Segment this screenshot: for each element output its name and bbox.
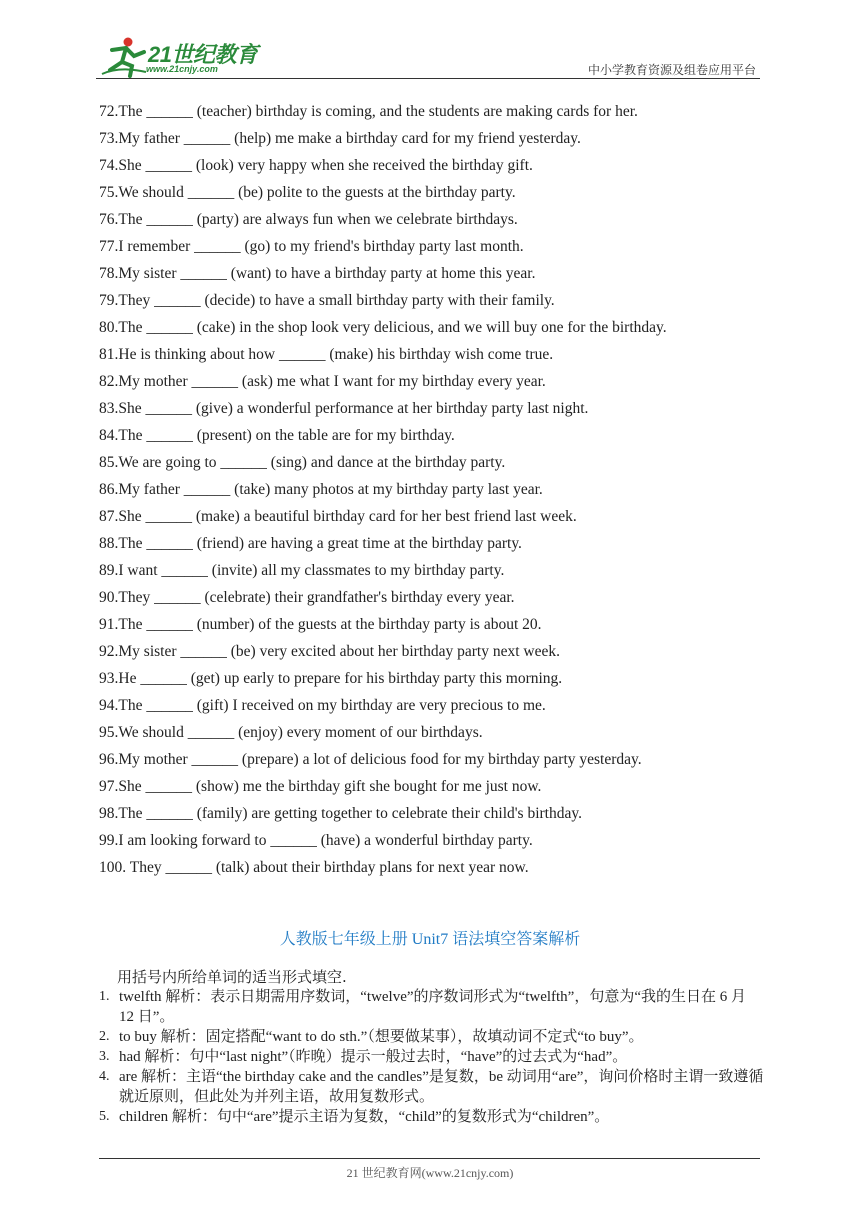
question-item: 79.They ______ (decide) to have a small birthday party with their family. bbox=[99, 292, 555, 309]
question-item: 97.She ______ (show) me the birthday gift she bought for me just now. bbox=[99, 778, 542, 795]
question-list bbox=[99, 101, 779, 884]
question-item: 81.He is thinking about how ______ (make) his birthday wish come true. bbox=[99, 346, 554, 363]
question-item: 84.The ______ (present) on the table are for my birthday. bbox=[99, 427, 455, 444]
question-item: 78.My sister ______ (want) to have a birthday party at home this year. bbox=[99, 265, 536, 282]
question-item: 90.They ______ (celebrate) their grandfather's birthday every year. bbox=[99, 589, 515, 606]
question-item: 91.The ______ (number) of the guests at the birthday party is about 20. bbox=[99, 616, 542, 633]
question-item: 94.The ______ (gift) I received on my birthday are very precious to me. bbox=[99, 697, 546, 714]
question-item: 88.The ______ (friend) are having a great time at the birthday party. bbox=[99, 535, 522, 552]
question-item: 85.We are going to ______ (sing) and dance at the birthday party. bbox=[99, 454, 506, 471]
answer-number: 2. bbox=[99, 1029, 110, 1044]
question-item: 100. They ______ (talk) about their birthday plans for next year now. bbox=[99, 859, 529, 876]
answer-item bbox=[99, 1067, 764, 1107]
question-item: 72.The ______ (teacher) birthday is coming, and the students are making cards for her. bbox=[99, 103, 638, 120]
question-item: 82.My mother ______ (ask) me what I want for my birthday every year. bbox=[99, 373, 546, 390]
question-item: 77.I remember ______ (go) to my friend's birthday party last month. bbox=[99, 238, 524, 255]
answer-text: had 解析：句中“last night”（昨晚）提示一般过去时，“have”的过去式为“had”。 bbox=[119, 1049, 628, 1065]
question-item: 80.The ______ (cake) in the shop look very delicious, and we will buy one for the birthday. bbox=[99, 319, 667, 336]
question-item: 87.She ______ (make) a beautiful birthday card for her best friend last week. bbox=[99, 508, 577, 525]
answer-item bbox=[99, 987, 764, 1027]
answer-text: are 解析：主语“the birthday cake and the candles”是复数，be 动词用“are”，询问价格时主谓一致遵循就近原则，但此处为并列主语，故用复数形式。 bbox=[119, 1069, 764, 1105]
logo-url: www.21cnjy.com bbox=[146, 64, 218, 74]
question-item: 74.She ______ (look) very happy when she received the birthday gift. bbox=[99, 157, 533, 174]
question-item: 73.My father ______ (help) me make a birthday card for my friend yesterday. bbox=[99, 130, 581, 147]
answer-text: twelfth 解析：表示日期需用序数词，“twelve”的序数词形式为“twelfth”，句意为“我的生日在 6 月 12 日”。 bbox=[119, 989, 747, 1025]
question-item: 92.My sister ______ (be) very excited about her birthday party next week. bbox=[99, 643, 560, 660]
question-item: 89.I want ______ (invite) all my classmates to my birthday party. bbox=[99, 562, 505, 579]
answer-text: children 解析：句中“are”提示主语为复数，“child”的复数形式为“children”。 bbox=[119, 1109, 610, 1125]
question-item: 76.The ______ (party) are always fun when we celebrate birthdays. bbox=[99, 211, 518, 228]
platform-title: 中小学教育资源及组卷应用平台 bbox=[587, 63, 756, 77]
question-item: 96.My mother ______ (prepare) a lot of delicious food for my birthday party yesterday. bbox=[99, 751, 642, 768]
answer-number: 5. bbox=[99, 1109, 110, 1124]
question-item: 95.We should ______ (enjoy) every moment of our birthdays. bbox=[99, 724, 483, 741]
answer-text: to buy 解析：固定搭配“want to do sth.”（想要做某事），故填动词不定式“to buy”。 bbox=[119, 1029, 644, 1045]
question-item: 98.The ______ (family) are getting together to celebrate their child's birthday. bbox=[99, 805, 582, 822]
answer-number: 3. bbox=[99, 1049, 110, 1064]
site-logo bbox=[96, 34, 266, 78]
question-item: 86.My father ______ (take) many photos at my birthday party last year. bbox=[99, 481, 543, 498]
question-item: 99.I am looking forward to ______ (have) a wonderful birthday party. bbox=[99, 832, 533, 849]
answer-item bbox=[99, 1107, 764, 1127]
question-item: 83.She ______ (give) a wonderful performance at her birthday party last night. bbox=[99, 400, 589, 417]
footer-divider bbox=[99, 1158, 760, 1159]
question-item: 75.We should ______ (be) polite to the guests at the birthday party. bbox=[99, 184, 516, 201]
logo-title: 21世纪教育 bbox=[148, 42, 258, 67]
answer-number: 4. bbox=[99, 1069, 110, 1084]
section-title: 人教版七年级上册 Unit7 语法填空答案解析 bbox=[279, 931, 581, 948]
runner-logo-icon bbox=[100, 36, 150, 78]
instruction-text: 用括号内所给单词的适当形式填空. bbox=[117, 968, 347, 986]
answer-list bbox=[99, 987, 764, 1127]
header-divider bbox=[96, 78, 760, 79]
page-footer: 21 世纪教育网(www.21cnjy.com) bbox=[346, 1166, 514, 1180]
answer-item bbox=[99, 1047, 764, 1067]
question-item: 93.He ______ (get) up early to prepare for his birthday party this morning. bbox=[99, 670, 563, 687]
answer-item bbox=[99, 1027, 764, 1047]
page-header bbox=[96, 34, 760, 80]
answer-number: 1. bbox=[99, 989, 110, 1004]
